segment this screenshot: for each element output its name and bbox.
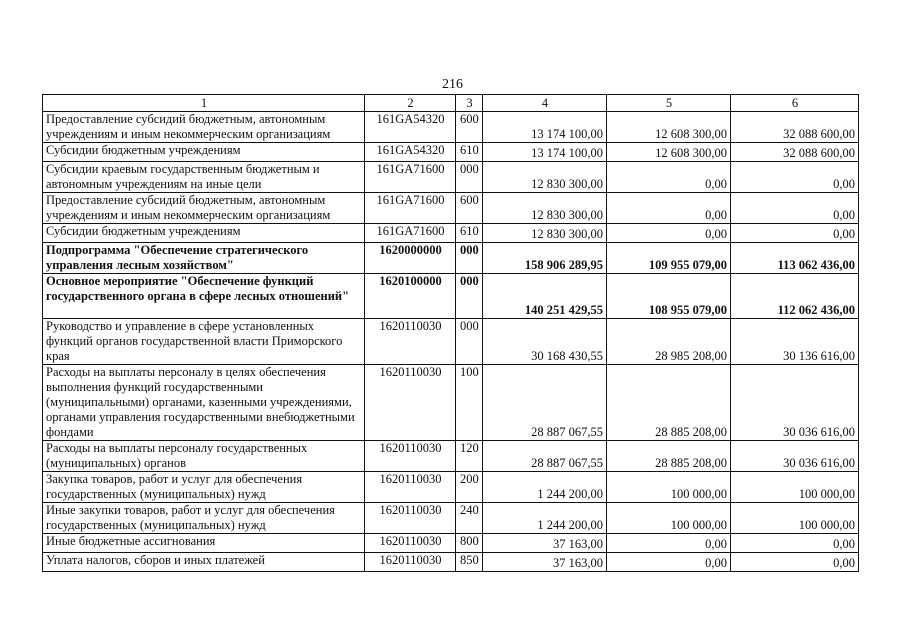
row-amount-col5: 100 000,00 <box>607 503 731 534</box>
row-amount-col5: 28 885 208,00 <box>607 441 731 472</box>
row-expense-type: 100 <box>456 365 483 441</box>
row-target-code: 1620110030 <box>365 365 456 441</box>
row-amount-col4: 140 251 429,55 <box>483 274 607 319</box>
row-amount-col4: 30 168 430,55 <box>483 319 607 365</box>
row-name: Основное мероприятие "Обеспечение функций государственного органа в сфере лесных отношений" <box>43 274 365 319</box>
table-row <box>43 553 859 572</box>
column-header-2: 2 <box>365 95 456 112</box>
row-name: Предоставление субсидий бюджетным, автономным учреждениям и иным некоммерческим организациям <box>43 112 365 143</box>
row-amount-col6: 30 036 616,00 <box>731 441 859 472</box>
row-amount-col5: 0,00 <box>607 162 731 193</box>
table-row <box>43 274 859 319</box>
row-name: Предоставление субсидий бюджетным, автономным учреждениям и иным некоммерческим организациям <box>43 193 365 224</box>
row-target-code: 161GA54320 <box>365 112 456 143</box>
table-row <box>43 143 859 162</box>
row-amount-col4: 37 163,00 <box>483 534 607 553</box>
row-amount-col6: 113 062 436,00 <box>731 243 859 274</box>
row-amount-col5: 12 608 300,00 <box>607 143 731 162</box>
row-amount-col4: 28 887 067,55 <box>483 441 607 472</box>
row-name: Иные бюджетные ассигнования <box>43 534 365 553</box>
row-amount-col5: 0,00 <box>607 224 731 243</box>
row-amount-col4: 158 906 289,95 <box>483 243 607 274</box>
row-amount-col4: 1 244 200,00 <box>483 472 607 503</box>
row-amount-col4: 12 830 300,00 <box>483 193 607 224</box>
row-amount-col6: 0,00 <box>731 224 859 243</box>
column-header-5: 5 <box>607 95 731 112</box>
row-amount-col6: 32 088 600,00 <box>731 112 859 143</box>
budget-table <box>42 94 859 572</box>
row-name: Уплата налогов, сборов и иных платежей <box>43 553 365 572</box>
row-expense-type: 000 <box>456 243 483 274</box>
table-row <box>43 112 859 143</box>
row-amount-col6: 100 000,00 <box>731 472 859 503</box>
row-amount-col5: 28 885 208,00 <box>607 365 731 441</box>
row-amount-col4: 1 244 200,00 <box>483 503 607 534</box>
row-target-code: 1620100000 <box>365 274 456 319</box>
row-expense-type: 800 <box>456 534 483 553</box>
row-amount-col5: 0,00 <box>607 193 731 224</box>
row-name: Подпрограмма "Обеспечение стратегического управления лесным хозяйством" <box>43 243 365 274</box>
table-row <box>43 243 859 274</box>
row-target-code: 161GA71600 <box>365 162 456 193</box>
row-target-code: 1620110030 <box>365 534 456 553</box>
row-amount-col5: 109 955 079,00 <box>607 243 731 274</box>
row-amount-col6: 100 000,00 <box>731 503 859 534</box>
table-row <box>43 534 859 553</box>
row-amount-col6: 30 036 616,00 <box>731 365 859 441</box>
table-row <box>43 472 859 503</box>
row-amount-col5: 108 955 079,00 <box>607 274 731 319</box>
row-amount-col6: 0,00 <box>731 193 859 224</box>
row-name: Расходы на выплаты персоналу в целях обеспечения выполнения функций государственными (муниципальными) органами, казенными учреждениями, органами управления государственными внебюджетными фондами <box>43 365 365 441</box>
row-expense-type: 000 <box>456 274 483 319</box>
table-row <box>43 441 859 472</box>
row-expense-type: 610 <box>456 224 483 243</box>
row-name: Расходы на выплаты персоналу государственных (муниципальных) органов <box>43 441 365 472</box>
row-amount-col5: 100 000,00 <box>607 472 731 503</box>
page-number: 216 <box>442 77 463 92</box>
row-expense-type: 600 <box>456 193 483 224</box>
row-name: Иные закупки товаров, работ и услуг для обеспечения государственных (муниципальных) нужд <box>43 503 365 534</box>
row-expense-type: 120 <box>456 441 483 472</box>
row-amount-col5: 0,00 <box>607 553 731 572</box>
row-expense-type: 850 <box>456 553 483 572</box>
row-amount-col4: 12 830 300,00 <box>483 162 607 193</box>
row-name: Руководство и управление в сфере установленных функций органов государственной власти Приморского края <box>43 319 365 365</box>
row-target-code: 161GA71600 <box>365 224 456 243</box>
row-target-code: 1620110030 <box>365 441 456 472</box>
table-row <box>43 503 859 534</box>
row-amount-col6: 30 136 616,00 <box>731 319 859 365</box>
row-amount-col6: 112 062 436,00 <box>731 274 859 319</box>
row-expense-type: 600 <box>456 112 483 143</box>
row-amount-col6: 0,00 <box>731 534 859 553</box>
column-header-6: 6 <box>731 95 859 112</box>
row-name: Субсидии бюджетным учреждениям <box>43 143 365 162</box>
row-name: Субсидии бюджетным учреждениям <box>43 224 365 243</box>
row-amount-col6: 0,00 <box>731 162 859 193</box>
row-amount-col4: 37 163,00 <box>483 553 607 572</box>
table-row <box>43 162 859 193</box>
table-row <box>43 365 859 441</box>
row-target-code: 1620110030 <box>365 319 456 365</box>
row-amount-col5: 0,00 <box>607 534 731 553</box>
row-expense-type: 200 <box>456 472 483 503</box>
row-amount-col5: 12 608 300,00 <box>607 112 731 143</box>
row-expense-type: 000 <box>456 319 483 365</box>
row-expense-type: 000 <box>456 162 483 193</box>
row-name: Закупка товаров, работ и услуг для обеспечения государственных (муниципальных) нужд <box>43 472 365 503</box>
table-row <box>43 224 859 243</box>
row-amount-col6: 32 088 600,00 <box>731 143 859 162</box>
table-row <box>43 319 859 365</box>
row-target-code: 1620110030 <box>365 503 456 534</box>
budget-table-body <box>43 95 859 572</box>
row-amount-col4: 28 887 067,55 <box>483 365 607 441</box>
row-amount-col6: 0,00 <box>731 553 859 572</box>
table-row <box>43 193 859 224</box>
row-expense-type: 610 <box>456 143 483 162</box>
row-amount-col5: 28 985 208,00 <box>607 319 731 365</box>
row-amount-col4: 13 174 100,00 <box>483 143 607 162</box>
column-header-4: 4 <box>483 95 607 112</box>
row-target-code: 161GA71600 <box>365 193 456 224</box>
column-header-3: 3 <box>456 95 483 112</box>
row-target-code: 161GA54320 <box>365 143 456 162</box>
table-header-row <box>43 95 859 112</box>
row-target-code: 1620110030 <box>365 553 456 572</box>
row-name: Субсидии краевым государственным бюджетным и автономным учреждениям на иные цели <box>43 162 365 193</box>
row-target-code: 1620000000 <box>365 243 456 274</box>
row-amount-col4: 13 174 100,00 <box>483 112 607 143</box>
row-expense-type: 240 <box>456 503 483 534</box>
row-amount-col4: 12 830 300,00 <box>483 224 607 243</box>
column-header-1: 1 <box>43 95 365 112</box>
row-target-code: 1620110030 <box>365 472 456 503</box>
